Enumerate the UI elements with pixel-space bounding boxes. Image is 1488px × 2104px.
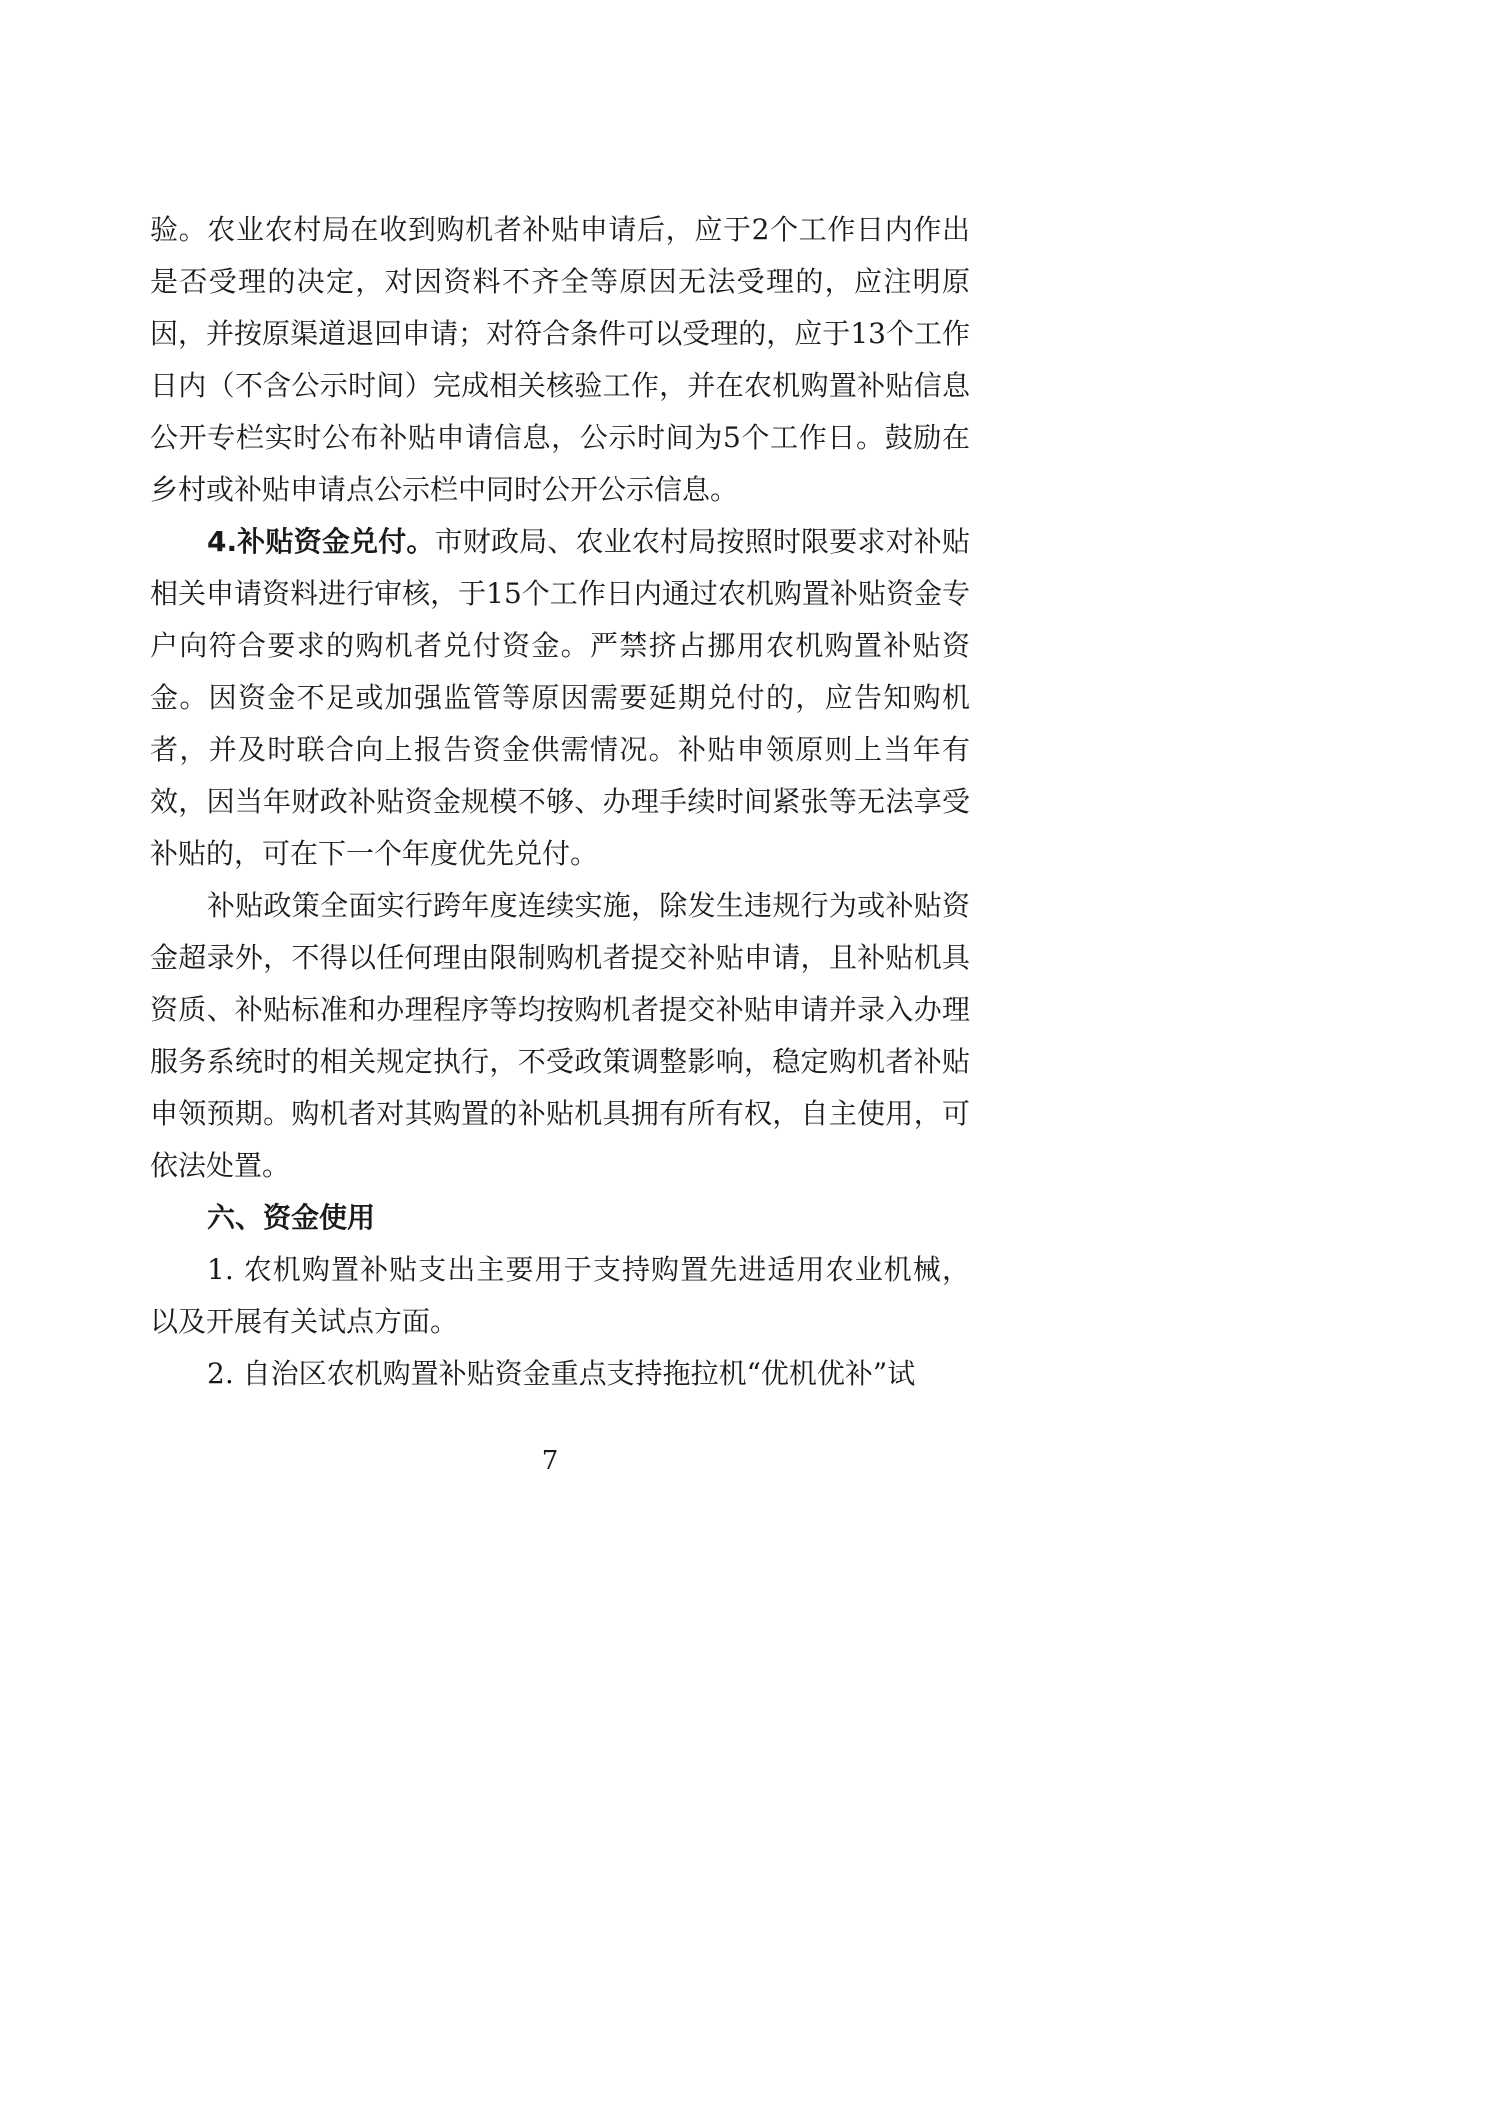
section-heading-fund-usage: 六、资金使用 (207, 1201, 376, 1234)
paragraph-usage-item-2: 2. 自治区农机购置补贴资金重点支持拖拉机“优机优补”试 (207, 1357, 916, 1390)
paragraph-verification: 验。农业农村局在收到购机者补贴申请后，应于2个工作日内作出是否受理的决定，对因资料不齐全等原因无法受理的，应注明原因，并按原渠道退回申请；对符合条件可以受理的，应于13个工作日内（不含公示时间）完成相关核验工作，并在农机购置补贴信息公开专栏实时公布补贴申请信息，公示时间为5个工作日。鼓励在乡村或补贴申请点公示栏中同时公开公示信息。 (150, 213, 970, 506)
paragraph-fund-payment (150, 516, 970, 880)
page-number: 7 (541, 1446, 559, 1476)
paragraph-usage-item-1: 1. 农机购置补贴支出主要用于支持购置先进适用农业机械，以及开展有关试点方面。 (150, 1253, 970, 1338)
paragraph-continuous-policy: 补贴政策全面实行跨年度连续实施，除发生违规行为或补贴资金超录外，不得以任何理由限制购机者提交补贴申请，且补贴机具资质、补贴标准和办理程序等均按购机者提交补贴申请并录入办理服务系统时的相关规定执行，不受政策调整影响，稳定购机者补贴申领预期。购机者对其购置的补贴机具拥有所有权，自主使用，可依法处置。 (150, 889, 970, 1182)
paragraph-lead: 4.补贴资金兑付。 (207, 525, 435, 558)
paragraph-body: 市财政局、农业农村局按照时限要求对补贴相关申请资料进行审核，于15个工作日内通过农机购置补贴资金专户向符合要求的购机者兑付资金。严禁挤占挪用农机购置补贴资金。因资金不足或加强监管等原因需要延期兑付的，应告知购机者，并及时联合向上报告资金供需情况。补贴申领原则上当年有效，因当年财政补贴资金规模不够、办理手续时间紧张等无法享受补贴的，可在下一个年度优先兑付。 (150, 525, 970, 870)
document-body (150, 204, 970, 1400)
